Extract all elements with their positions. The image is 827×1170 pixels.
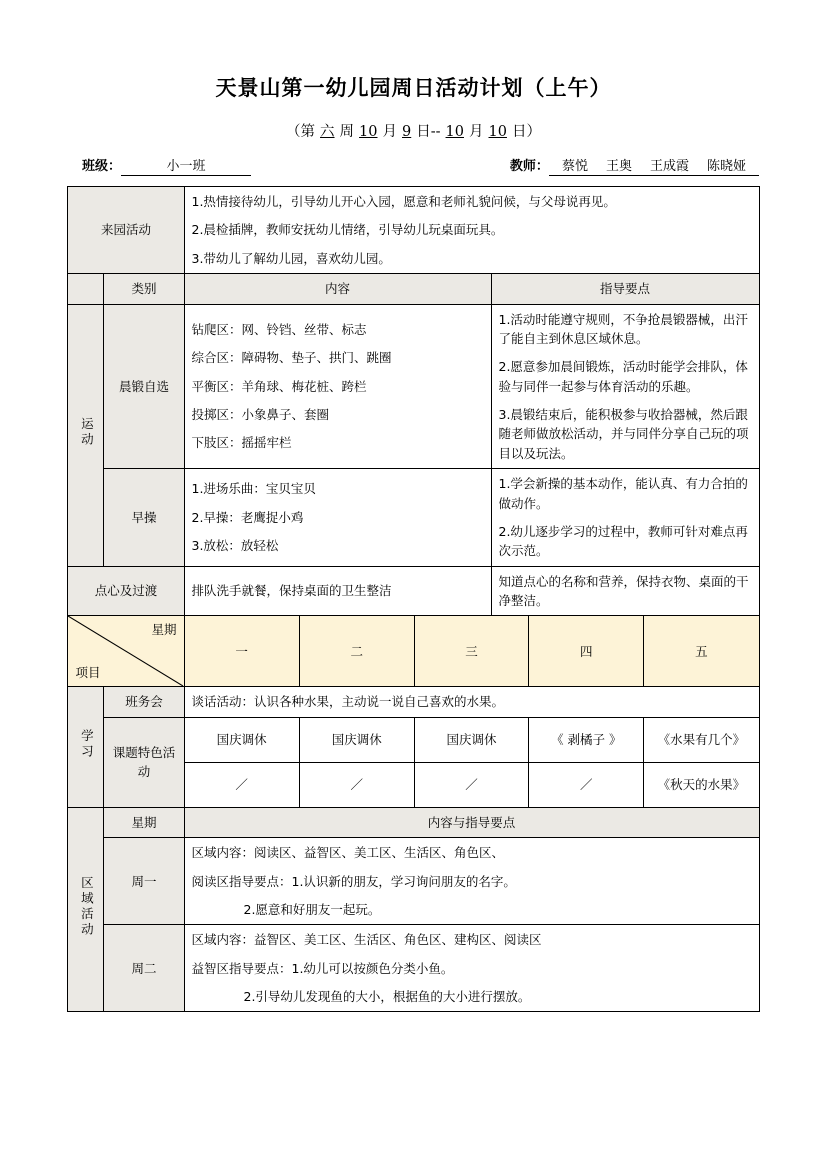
me-content-1: 1.进场乐曲：宝贝宝贝 (191, 481, 316, 497)
topic-activity-row-1 (184, 717, 759, 762)
me-content-3: 3.放松：放轻松 (191, 538, 279, 554)
snack-guidance: 知道点心的名称和营养，保持衣物、桌面的干净整洁。 (491, 566, 759, 616)
week-project-diagonal (68, 616, 184, 687)
teacher-label: 教师： (509, 159, 549, 174)
area-mon-line-3: 2.愿意和好朋友一起玩。 (243, 901, 381, 917)
topic-r2-c3: ／ (414, 763, 529, 807)
mc-guide-3: 3.晨锻结束后，能积极参与收拾器械，然后跟随老师做放松活动，并与同伴分享自己玩的项目以及玩法。 (498, 407, 749, 461)
header-spacer (68, 274, 104, 304)
subtitle-prefix: （第 (286, 124, 316, 140)
me-guide-2: 2.幼儿逐步学习的过程中，教师可针对难点再次示范。 (498, 523, 748, 559)
morning-exercise-content (184, 469, 491, 567)
subtitle-dash: -- (430, 124, 441, 140)
project-label: 项目 (75, 665, 101, 680)
area-monday-content (184, 838, 759, 925)
mc-content-3: 平衡区：羊角球、梅花桩、跨栏 (191, 378, 367, 394)
week-label: 星期 (151, 622, 177, 638)
table-row-class-meeting (68, 687, 759, 717)
sports-label: 运动 (68, 304, 104, 566)
activity-plan-table (67, 186, 759, 1012)
table-row-weekdays (68, 616, 759, 687)
class-label: 班级： (82, 159, 122, 174)
table-row-area-monday (68, 838, 759, 925)
class-value: 小一班 (121, 155, 251, 176)
area-label: 区域活动 (68, 807, 104, 1012)
topic-r1-c1: 国庆调休 (185, 718, 300, 762)
snack-content: 排队洗手就餐，保持桌面的卫生整洁 (184, 566, 491, 616)
class-meeting-label: 班务会 (104, 687, 184, 717)
topic-r2-c5: 《秋天的水果》 (657, 777, 746, 793)
teacher-2: 王奥 (605, 159, 632, 174)
meta-row (0, 155, 827, 176)
table-row-arrival (68, 187, 759, 274)
table-row-area-header (68, 807, 759, 837)
table-row-area-tuesday (68, 925, 759, 1012)
area-tue-line-1: 区域内容：益智区、美工区、生活区、角色区、建构区、阅读区 (191, 932, 542, 948)
weekday-4: 四 (529, 616, 644, 686)
mc-guide-1: 1.活动时能遵守规则，不争抢晨锻器械，出汗了能自主到休息区域休息。 (498, 311, 748, 346)
subtitle-day-unit-2: 日 (511, 124, 527, 140)
area-content-header: 内容与指导要点 (184, 807, 759, 837)
document-subtitle (0, 120, 827, 141)
teacher-values (549, 155, 759, 176)
mc-content-1: 钻爬区：网、铃铛、丝带、标志 (191, 321, 367, 337)
table-row-morning-choice (68, 304, 759, 469)
arrival-label: 来园活动 (68, 187, 184, 274)
area-day-monday: 周一 (104, 838, 184, 925)
area-mon-line-2: 阅读区指导要点：1.认识新的朋友，学习询问朋友的名字。 (191, 873, 516, 889)
study-label: 学习 (68, 687, 104, 807)
subtitle-month-1: 10 (359, 124, 378, 140)
subtitle-month-2: 10 (445, 124, 464, 140)
header-guidance: 指导要点 (491, 274, 759, 304)
area-tuesday-content (184, 925, 759, 1012)
morning-exercise-guidance (491, 469, 759, 567)
morning-choice-label: 晨锻自选 (104, 304, 184, 469)
morning-choice-content (184, 304, 491, 469)
topic-r1-c2: 国庆调休 (299, 718, 414, 762)
subtitle-week-unit: 周 (339, 124, 355, 140)
subtitle-month-unit-1: 月 (382, 124, 397, 140)
weekday-3: 三 (414, 616, 529, 686)
morning-exercise-label: 早操 (104, 469, 184, 567)
subtitle-day-1: 9 (402, 124, 412, 140)
table-row-headers (68, 274, 759, 304)
topic-r1-c5: 《水果有几个》 (657, 732, 746, 748)
weekday-1: 一 (185, 616, 300, 686)
subtitle-suffix: ） (526, 124, 541, 140)
mc-content-2: 综合区：障碍物、垫子、拱门、跳圈 (191, 350, 392, 366)
arrival-line-2: 2.晨检插牌，教师安抚幼儿情绪，引导幼儿玩桌面玩具。 (191, 222, 504, 238)
morning-choice-guidance (491, 304, 759, 469)
teacher-3: 王成霞 (649, 159, 689, 174)
teacher-field (510, 155, 759, 176)
arrival-line-3: 3.带幼儿了解幼儿园，喜欢幼儿园。 (191, 250, 391, 266)
mc-guide-2: 2.愿意参加晨间锻炼，活动时能学会排队，体验与同伴一起参与体育活动的乐趣。 (498, 359, 748, 394)
me-guide-1: 1.学会新操的基本动作，能认真、有力合拍的做动作。 (498, 476, 748, 511)
me-content-2: 2.早操：老鹰捉小鸡 (191, 509, 304, 525)
subtitle-day-unit-1: 日 (416, 124, 431, 140)
class-field (82, 155, 251, 176)
table-row-topic-activity-1 (68, 717, 759, 762)
topic-r1-c3: 国庆调休 (414, 718, 529, 762)
subtitle-week: 六 (320, 124, 335, 140)
area-tue-line-3: 2.引导幼儿发现鱼的大小，根据鱼的大小进行摆放。 (243, 989, 531, 1004)
weekday-cells (184, 616, 759, 687)
table-row-morning-exercise (68, 469, 759, 567)
area-tue-line-2: 益智区指导要点：1.幼儿可以按颜色分类小鱼。 (191, 960, 454, 976)
topic-activity-row-2 (184, 762, 759, 807)
class-meeting-content: 谈话活动：认识各种水果，主动说一说自己喜欢的水果。 (184, 687, 759, 717)
subtitle-day-2: 10 (488, 124, 507, 140)
topic-r2-c2: ／ (299, 763, 414, 807)
topic-activity-label: 课题特色活动 (104, 717, 184, 807)
area-day-tuesday: 周二 (104, 925, 184, 1012)
page-title: 天景山第一幼儿园周日活动计划（上午） (215, 75, 612, 100)
mc-content-4: 投掷区：小象鼻子、套圈 (191, 407, 330, 422)
snack-label: 点心及过渡 (68, 566, 184, 616)
subtitle-month-unit-2: 月 (469, 124, 484, 140)
arrival-content (184, 187, 759, 274)
arrival-line-1: 1.热情接待幼儿，引导幼儿开心入园，愿意和老师礼貌问候，与父母说再见。 (191, 194, 616, 209)
area-week-label: 星期 (104, 807, 184, 837)
topic-r2-c4: ／ (529, 763, 644, 807)
topic-r1-c4: 《 剥橘子 》 (529, 718, 644, 762)
teacher-4: 陈晓娅 (706, 159, 746, 174)
header-category: 类别 (104, 274, 184, 304)
weekday-2: 二 (299, 616, 414, 686)
area-mon-line-1: 区域内容：阅读区、益智区、美工区、生活区、角色区、 (191, 845, 505, 861)
header-content: 内容 (184, 274, 491, 304)
weekday-5: 五 (644, 616, 759, 686)
teacher-1: 蔡悦 (561, 159, 588, 174)
topic-r2-c1: ／ (185, 763, 300, 807)
table-row-snack (68, 566, 759, 616)
mc-content-5: 下肢区：摇摇牢栏 (191, 435, 292, 451)
